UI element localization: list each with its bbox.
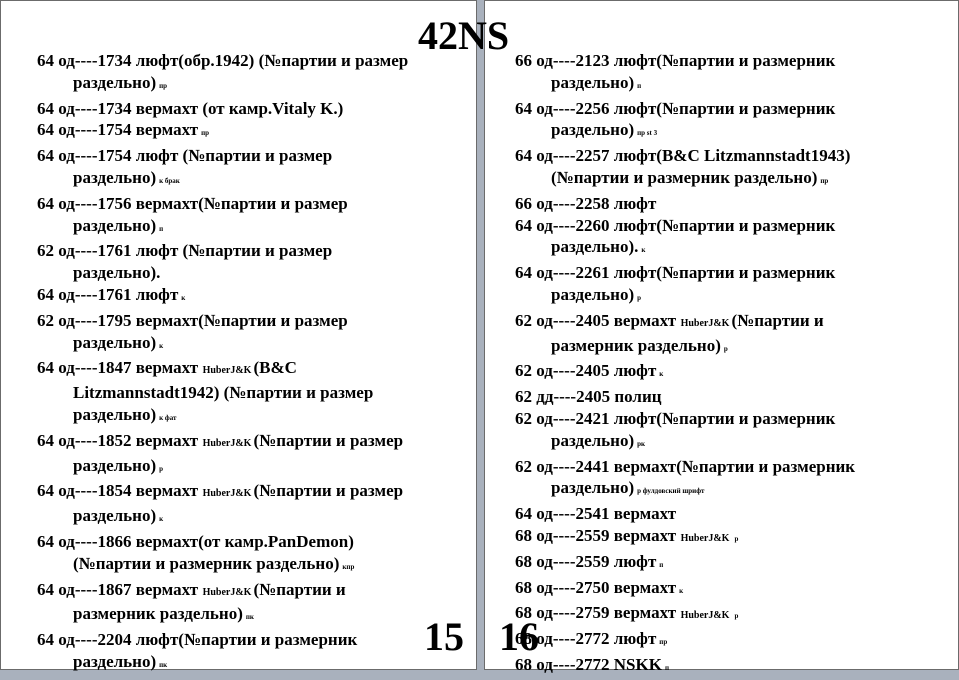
document-page-right [484,0,959,674]
list-item [37,480,417,531]
entry-text: 64 од----1866 вермахт(от камр.PanDemon) (№партии и размерник раздельно) [37,531,354,573]
entry-text: (№партии и размерник раздельно) [73,579,346,624]
entry-prefix: 68 од----2559 вермахт [515,525,677,545]
list-item [515,602,907,628]
entry-note: р фулдовский шрифт [637,487,705,496]
entry-note: к [181,293,186,302]
entry-text: (№партии и размер раздельно) [73,430,404,475]
entry-text: 66 од----2258 люфт [515,193,657,213]
list-item [37,240,417,284]
entry-text: 68 од----2772 люфт [515,629,657,649]
entry-note: кпр [342,562,355,571]
entry-note: пр st 3 [637,129,658,138]
entry-text: 64 од----1734 вермахт (от камр.Vitaly K.) [37,98,344,118]
entry-text: (B&C Litzmannstadt1942) (№партии и размер раздельно) [73,358,374,424]
entry-note: п [637,81,642,90]
list-item [515,577,907,603]
entry-note: пк [245,613,254,622]
entry-text: 62 од----2405 люфт [515,361,657,381]
document-page-left [0,0,477,670]
list-item [515,456,907,504]
list-item [515,215,907,263]
page-number-left: 15 [424,614,464,659]
entry-note: р [723,344,728,353]
entry-text: 62 од----1761 люфт (№партии и размер раздельно). [37,241,333,283]
entry-text: 64 од----2204 люфт(№партии и размерник раздельно) [37,630,358,671]
list-item [515,50,907,98]
entry-brand: HuberJ&K [200,488,252,500]
entry-text: 64 од----1761 люфт [37,284,179,304]
entry-text: (№партии и размерник раздельно) [551,310,824,355]
entry-prefix: 64 од----1854 вермахт [37,481,199,501]
entry-text: 64 од----1734 люфт(обр.1942) (№партии и размер раздельно) [37,51,409,92]
entry-note: к фат [159,413,177,422]
entry-note: р [637,293,642,302]
list-item [37,579,417,630]
entry-note: пр [201,129,210,138]
entry-note: к [159,341,164,350]
list-item [37,310,417,358]
list-item [515,360,907,386]
entry-text: 64 од----2260 люфт(№партии и размерник раздельно). [515,215,836,257]
entry-note: п [159,224,164,233]
entry-note: п [659,560,664,569]
list-item [37,98,417,120]
list-item [37,284,417,310]
entry-note: пр [659,638,668,647]
entry-prefix: 64 од----1852 вермахт [37,430,199,450]
list-item [37,119,417,145]
entry-note: к брак [159,176,180,185]
entry-note: пр [820,176,829,185]
list-item [515,386,907,408]
entry-note: к [659,370,664,379]
entry-note: р [734,534,739,543]
entry-text: 68 од----2750 вермахт [515,577,677,597]
list-item [515,145,907,193]
entry-text: 62 од----2441 вермахт(№партии и размерник раздельно) [515,456,856,498]
entry-note: пр [159,81,168,90]
list-item [515,310,907,361]
list-item [515,408,907,456]
entry-text: 64 од----2261 люфт(№партии и размерник раздельно) [515,263,836,304]
entry-text: 64 од----1756 вермахт(№партии и размер раздельно) [37,193,348,235]
entry-text: 64 од----2541 вермахт [515,504,677,524]
entry-list-left [37,50,417,677]
entry-brand: HuberJ&K [200,586,252,598]
entry-brand: HuberJ&K [678,532,730,544]
entry-list-right [515,50,907,680]
entry-text: 64 од----1754 люфт (№партии и размер раздельно) [37,146,333,187]
entry-brand: HuberJ&K [200,437,252,449]
entry-text: 64 од----2257 люфт(B&C Litzmannstadt1943) (№партии и размерник раздельно) [515,146,851,187]
list-item [515,503,907,525]
entry-note: к [641,246,646,255]
list-item [515,551,907,577]
entry-prefix: 64 од----1847 вермахт [37,358,199,378]
document-header-title: 42NS [418,13,510,58]
list-item [515,628,907,654]
entry-prefix: 62 од----2405 вермахт [515,310,677,330]
entry-note: рк [637,439,646,448]
list-item [37,193,417,241]
list-item [37,357,417,429]
entry-brand: HuberJ&K [678,317,730,329]
page-number-right: 16 [499,614,539,659]
list-item [37,531,417,579]
entry-prefix: 68 од----2759 вермахт [515,603,677,623]
list-item [37,145,417,193]
entry-text: (№партии и размер раздельно) [73,481,404,526]
entry-text: 68 од----2772 NSKK [515,654,662,674]
entry-note: п [664,663,669,672]
entry-note: к [679,586,684,595]
entry-note: к [159,515,164,524]
list-item [515,193,907,215]
entry-note: р [734,612,739,621]
list-item [37,430,417,481]
entry-text: 66 од----2123 люфт(№партии и размерник раздельно) [515,51,836,92]
entry-text: 68 од----2559 люфт [515,551,657,571]
list-item [515,262,907,310]
entry-text: 62 дд----2405 полиц [515,387,662,407]
entry-text: 62 од----1795 вермахт(№партии и размер раздельно) [37,310,348,352]
entry-brand: HuberJ&K [678,610,730,622]
list-item [515,98,907,146]
entry-text: 62 од----2421 люфт(№партии и размерник раздельно) [515,408,836,450]
list-item [515,654,907,680]
list-item [37,50,417,98]
entry-note: пк [159,660,168,669]
list-item [515,525,907,551]
entry-brand: HuberJ&K [200,365,252,377]
entry-text: 64 од----2256 люфт(№партии и размерник раздельно) [515,98,836,140]
entry-note: р [159,464,164,473]
entry-prefix: 64 од----1867 вермахт [37,579,199,599]
entry-text: 64 од----1754 вермахт [37,120,199,140]
